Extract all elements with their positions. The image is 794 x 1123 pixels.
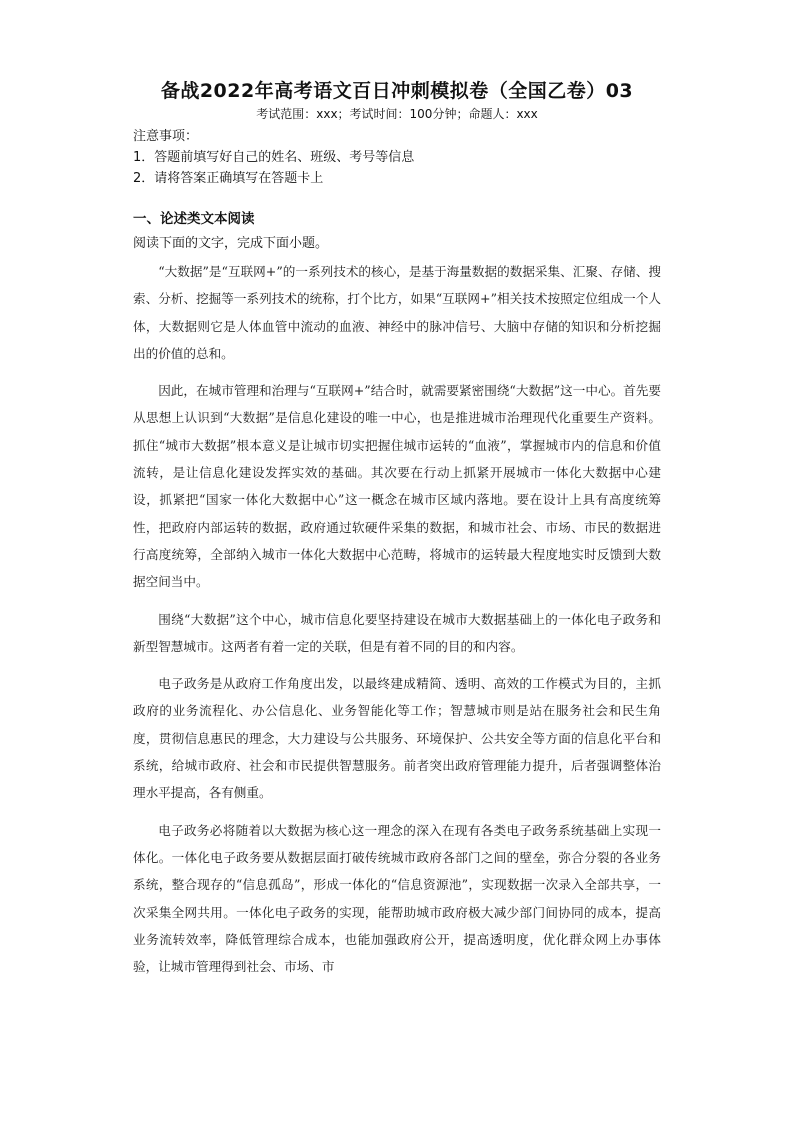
section-heading: 一、论述类文本阅读 [133, 211, 255, 227]
notes-block [133, 126, 673, 189]
passage-paragraph: 电子政务必将随着以大数据为核心这一理念的深入在现有各类电子政务系统基础上实现一体化。一体化电子政务要从数据层面打破传统城市政府各部门之间的壁垒，弥合分裂的各业务系统，整合现存的“信息孤岛”，形成一体化的“信息资源池”，实现数据一次录入全部共享，一次采集全网共用。一体化电子政务的实现，能帮助城市政府极大减少部门间协同的成本，提高业务流转效率，降低管理综合成本，也能加强政府公开，提高透明度，优化群众网上办事体验，让城市管理得到社会、市场、市 [133, 822, 661, 975]
passage-paragraph: 电子政务是从政府工作角度出发，以最终建成精简、透明、高效的工作模式为目的，主抓政府的业务流程化、办公信息化、业务智能化等工作；智慧城市则是站在服务社会和民生角度，贯彻信息惠民的理念，大力建设与公共服务、环境保护、公共安全等方面的信息化平台和系统，给城市政府、社会和市民提供智慧服务。前者突出政府管理能力提升，后者强调整体治理水平提高，各有侧重。 [133, 676, 661, 801]
passage-paragraph: “大数据”是“互联网+”的一系列技术的核心，是基于海量数据的数据采集、汇聚、存储、搜索、分析、挖掘等一系列技术的统称，打个比方，如果“互联网+”相关技术按照定位组成一个人体，大数据则它是人体血管中流动的血液、神经中的脉冲信号、大脑中存储的知识和分析挖掘出的价值的总和。 [133, 264, 661, 361]
passage-paragraph: 围绕“大数据”这个中心，城市信息化要坚持建设在城市大数据基础上的一体化电子政务和新型智慧城市。这两者有着一定的关联，但是有着不同的目的和内容。 [133, 611, 661, 654]
reading-passage [133, 258, 661, 990]
exam-info-line: 考试范围：xxx；考试时间：100分钟；命题人：xxx [256, 107, 538, 121]
passage-paragraph: 因此，在城市管理和治理与“互联网+”结合时，就需要紧密围绕“大数据”这一中心。首先要从思想上认识到“大数据”是信息化建设的唯一中心，也是推进城市治理现代化重要生产资料。抓住“城市大数据”根本意义是让城市切实把握住城市运转的“血液”，掌握城市内的信息和价值流转，是让信息化建设发挥实效的基础。其次要在行动上抓紧开展城市一体化大数据中心建设，抓紧把“国家一体化大数据中心”这一概念在城市区域内落地。要在设计上具有高度统筹性，把政府内部运转的数据，政府通过软硬件采集的数据，和城市社会、市场、市民的数据进行高度统筹，全部纳入城市一体化大数据中心范畴，将城市的运转最大程度地实时反馈到大数据空间当中。 [133, 383, 661, 590]
exam-title: 备战2022年高考语文百日冲刺模拟卷（全国乙卷）03 [160, 80, 634, 102]
notes-heading: 注意事项： [133, 129, 199, 144]
reading-instruction: 阅读下面的文字，完成下面小题。 [133, 236, 329, 251]
notes-item: 1．答题前填写好自己的姓名、班级、考号等信息 [133, 150, 415, 165]
notes-item: 2．请将答案正确填写在答题卡上 [133, 171, 324, 186]
